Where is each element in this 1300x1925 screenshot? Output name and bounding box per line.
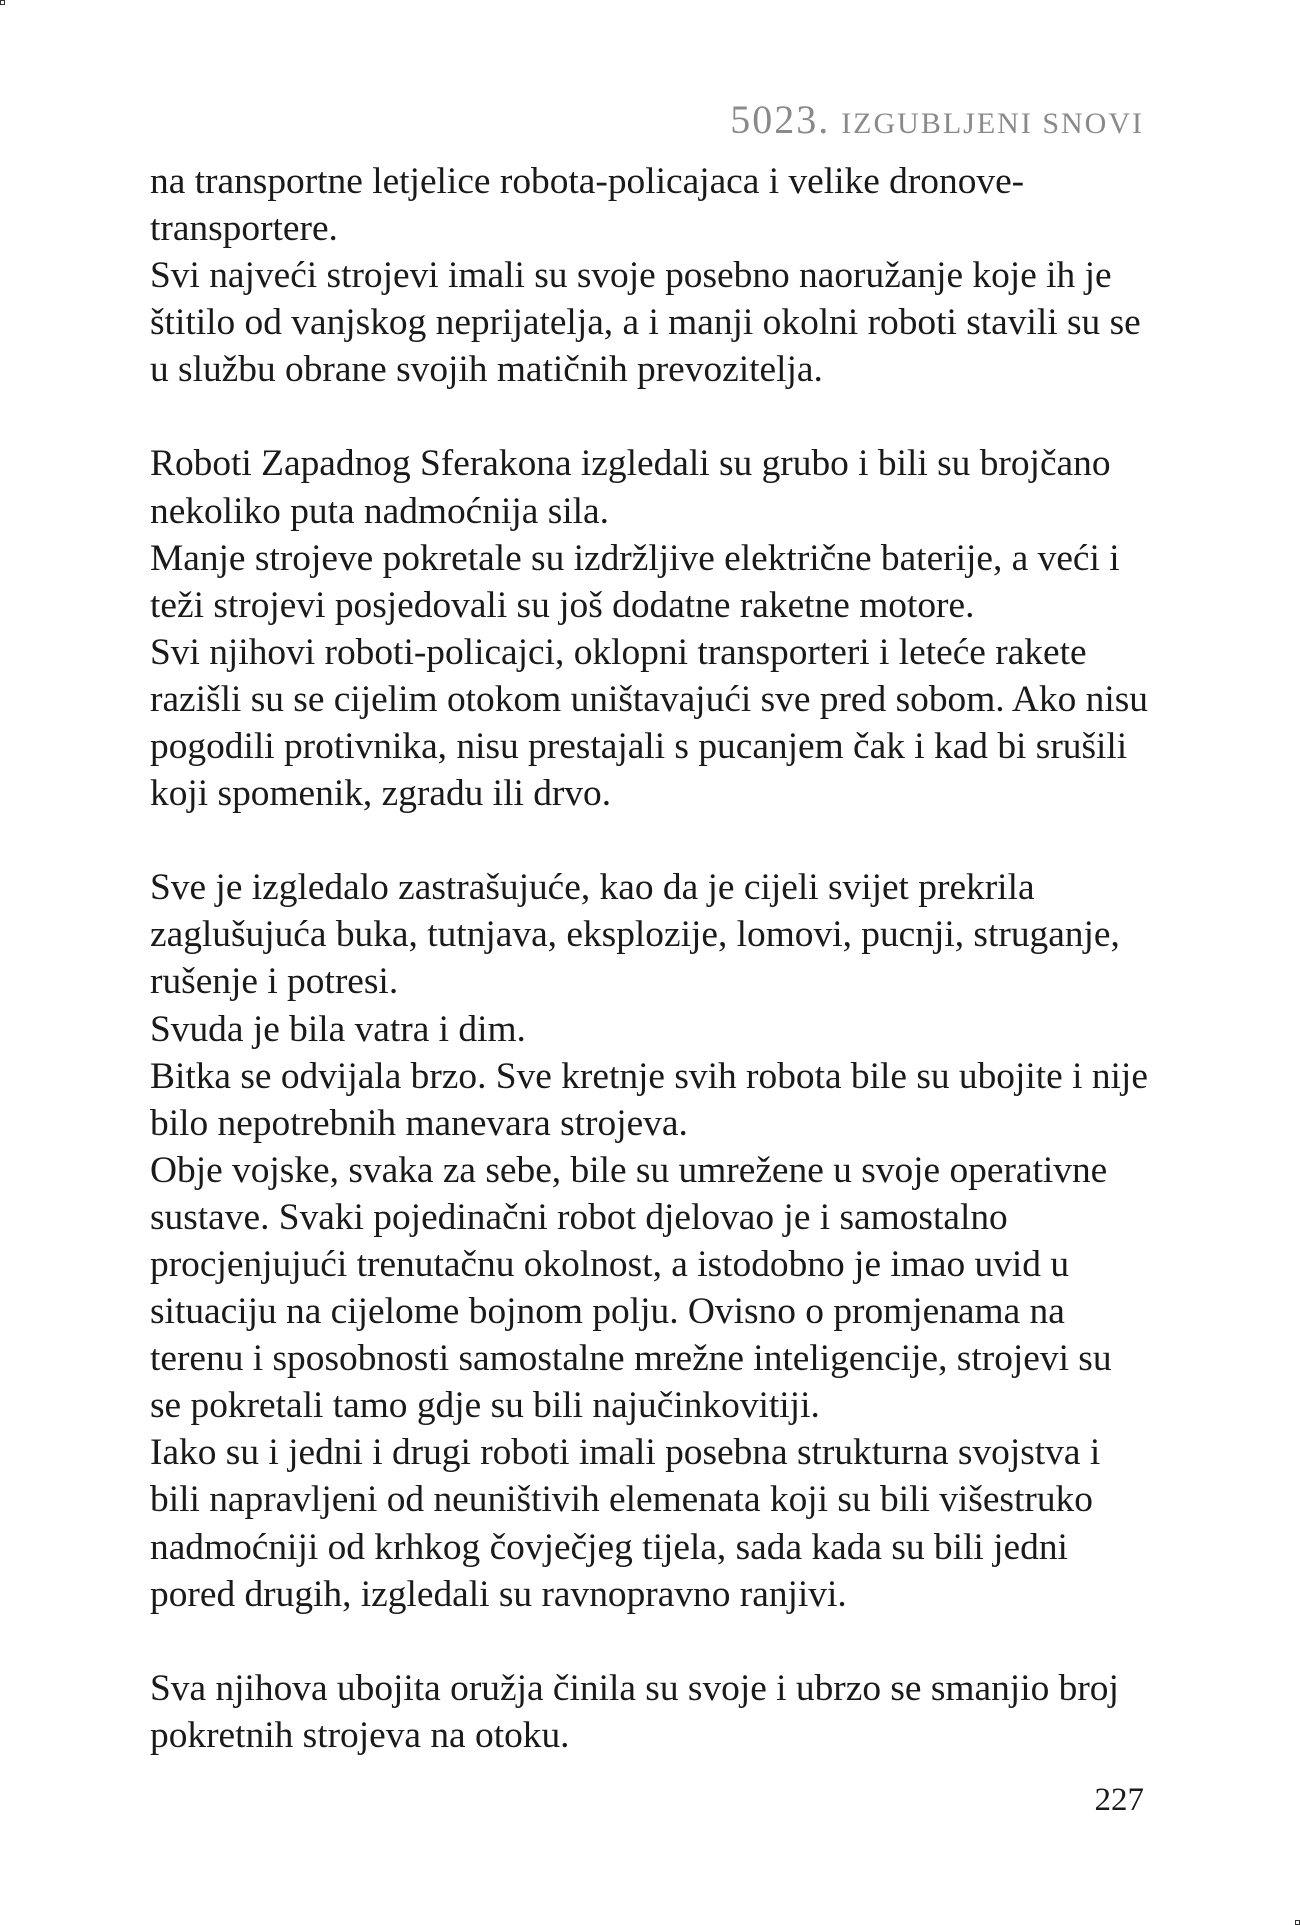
paragraph: Iako su i jedni i drugi roboti imali posebna strukturna svojstva i bili napravljeni od neuništivih elemenata koji su bili višestruko nadmoćniji od krhkog čovječjeg tijela, sada kada su bili jedni pored drugih, izgledali su ravnopravno ranjivi. xyxy=(150,1432,1101,1615)
paragraph-group xyxy=(150,864,1150,1618)
paragraph: Svi njihovi roboti-policajci, oklopni transporteri i leteće rakete razišli su se cijelim otokom uništavajući sve pred sobom. Ako nisu pogodili protivnika, nisu prestajali s pucanjem čak i kad bi srušili koji spomenik, zgradu ili drvo. xyxy=(150,631,1148,815)
body-text xyxy=(150,158,1150,1759)
paragraph: Bitka se odvijala brzo. Sve kretnje svih robota bile su ubojite i nije bilo nepotrebnih manevara strojeva. xyxy=(150,1055,1148,1144)
paragraph-group xyxy=(150,440,1150,817)
paragraph: Sva njihova ubojita oružja činila su svoje i ubrzo se smanjio broj pokretnih strojeva na otoku. xyxy=(150,1667,1119,1756)
book-title: IZGUBLJENI SNOVI xyxy=(841,107,1144,140)
running-header xyxy=(730,96,1144,143)
paragraph-group xyxy=(150,158,1150,393)
paragraph: Svuda je bila vatra i dim. xyxy=(150,1008,526,1050)
crop-mark-bottom-right xyxy=(1295,1920,1300,1925)
crop-mark-top-left xyxy=(0,0,5,5)
paragraph-group xyxy=(150,1665,1150,1759)
paragraph: Roboti Zapadnog Sferakona izgledali su grubo i bili su brojčano nekoliko puta nadmoćnija sila. xyxy=(150,443,1111,532)
paragraph: na transportne letjelice robota-policajaca i velike dronove-transportere. xyxy=(150,161,1025,250)
paragraph: Manje strojeve pokretale su izdržljive električne baterije, a veći i teži strojevi posjedovali su još dodatne raketne motore. xyxy=(150,537,1120,626)
chapter-number: 5023. xyxy=(730,97,831,142)
paragraph: Svi najveći strojevi imali su svoje posebno naoružanje koje ih je štitilo od vanjskog neprijatelja, a i manji okolni roboti stavili su se u službu obrane svojih matičnih prevozitelja. xyxy=(150,255,1141,391)
paragraph: Sve je izgledalo zastrašujuće, kao da je cijeli svijet prekrila zaglušujuća buka, tutnjava, eksplozije, lomovi, pucnji, struganje, rušenje i potresi. xyxy=(150,867,1120,1003)
paragraph: Obje vojske, svaka za sebe, bile su umrežene u svoje operativne sustave. Svaki pojedinačni robot djelovao je i samostalno procjenjujući trenutačnu okolnost, a istodobno je imao uvid u situaciju na cijelome bojnom polju. Ovisno o promjenama na terenu i sposobnosti samostalne mrežne inteligencije, strojevi su se pokretali tamo gdje su bili najučinkovitiji. xyxy=(150,1149,1112,1427)
page-number: 227 xyxy=(1094,1782,1144,1818)
